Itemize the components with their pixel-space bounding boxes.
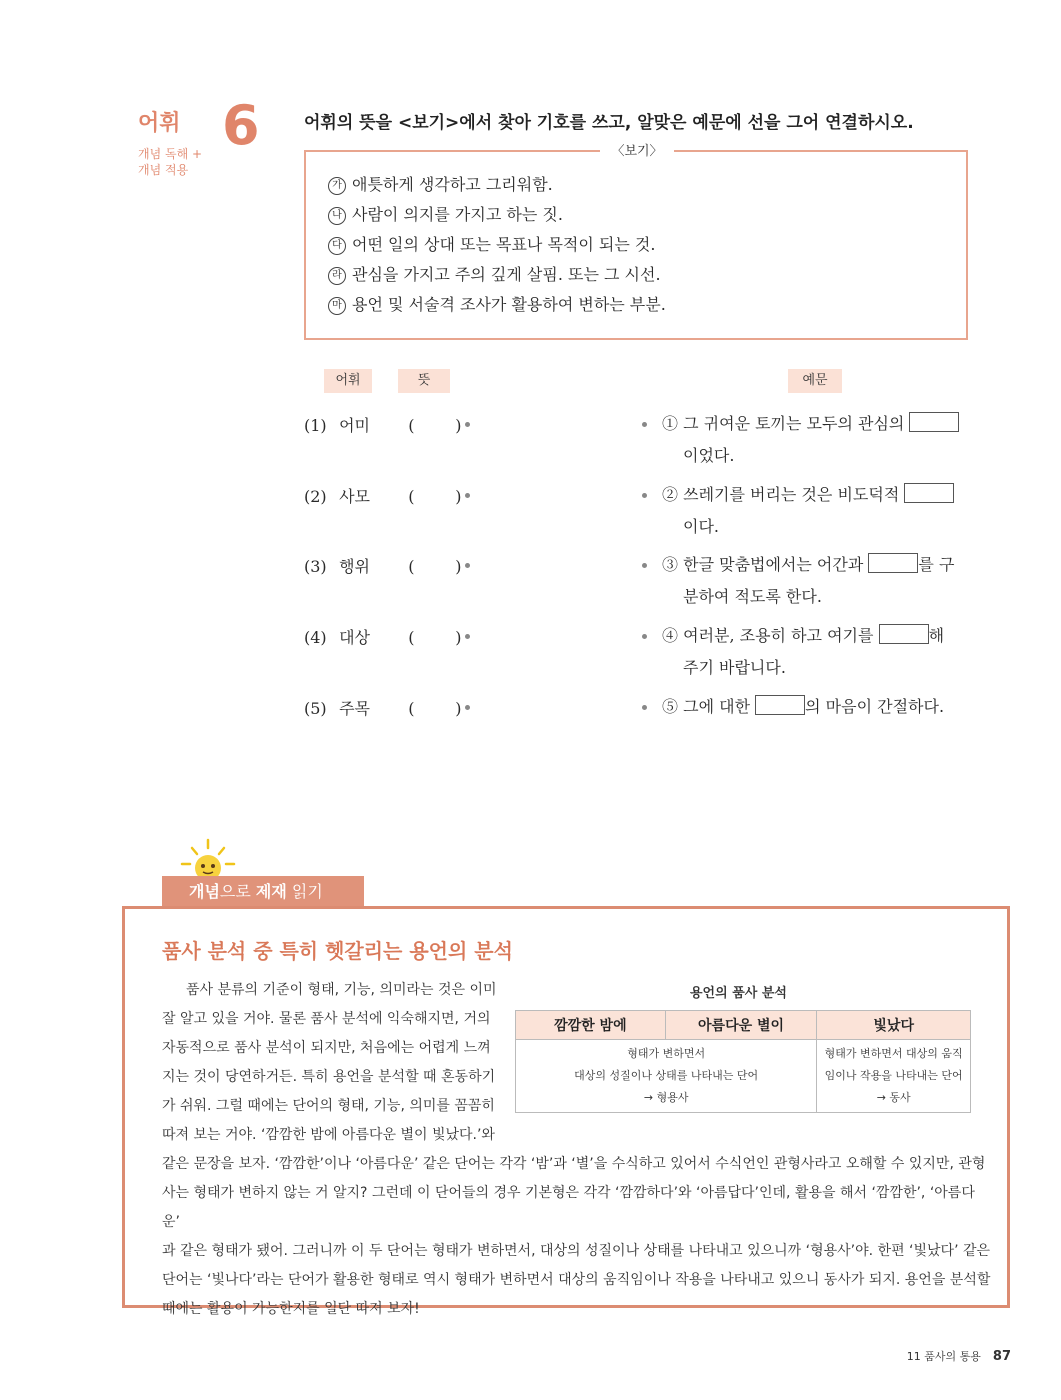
example-3 <box>662 549 982 613</box>
paren-open: ( <box>408 557 415 576</box>
row-word: 대상 <box>339 628 371 647</box>
tab-mid: 으로 <box>219 882 256 901</box>
bogi-title: 〈보기〉 <box>600 140 674 159</box>
example-number: ③ <box>662 555 679 574</box>
bogi-list <box>328 170 666 320</box>
example-line2: 분하여 적도록 한다. <box>683 587 822 606</box>
header-example: 예문 <box>788 369 842 393</box>
bogi-text: 사람이 의지를 가지고 하는 짓. <box>352 205 563 224</box>
bogi-mark: 나 <box>328 207 346 225</box>
chapter-label: 11 품사의 통용 <box>906 1350 981 1363</box>
example-line2: 이다. <box>683 517 719 536</box>
paren-open: ( <box>408 699 415 718</box>
category-sub1: 개념 독해 + <box>138 147 203 161</box>
example-line2: 이었다. <box>683 446 735 465</box>
para-line: 지는 것이 당연하거든. 특히 용언을 분석할 때 혼동하기 <box>162 1069 496 1085</box>
page-footer <box>907 1348 1011 1364</box>
table-header: 아름다운 별이 <box>665 1011 817 1040</box>
paren-close: ) <box>455 699 462 718</box>
row-number: (2) <box>304 487 327 506</box>
example-number: ② <box>662 485 679 504</box>
paren-close: ) <box>455 557 462 576</box>
header-meaning: 뜻 <box>398 369 450 393</box>
paren-close: ) <box>455 416 462 435</box>
bogi-mark: 마 <box>328 297 346 315</box>
example-1 <box>662 408 982 472</box>
concept-paragraph-top <box>162 976 502 1150</box>
para-line: 때에는 활용이 가능한지를 일단 따져 보자! <box>162 1301 420 1317</box>
question-number: 6 <box>222 94 260 157</box>
table-header: 깜깜한 밤에 <box>516 1011 666 1040</box>
category-sub2: 개념 적용 <box>138 163 189 177</box>
bogi-item <box>328 290 666 320</box>
bogi-mark: 라 <box>328 267 346 285</box>
bogi-text: 관심을 가지고 주의 깊게 살핌. 또는 그 시선. <box>352 265 661 284</box>
analysis-table <box>515 1010 971 1113</box>
tab-bold-2: 제재 <box>255 882 287 901</box>
word-row-3 <box>304 554 462 577</box>
row-number: (3) <box>304 557 327 576</box>
bogi-item <box>328 170 666 200</box>
right-connect-dot[interactable] <box>642 563 647 568</box>
example-text-before: 한글 맞춤법에서는 어간과 <box>683 555 864 574</box>
answer-blank[interactable] <box>904 483 954 503</box>
cell-line: 형태가 변하면서 <box>627 1047 706 1060</box>
category-title: 어휘 <box>138 111 181 136</box>
right-connect-dot[interactable] <box>642 634 647 639</box>
paren-open: ( <box>408 628 415 647</box>
table-title: 용언의 품사 분석 <box>690 986 787 1001</box>
para-line: 잘 알고 있을 거야. 물론 품사 분석에 익숙해지면, 거의 <box>162 1011 491 1027</box>
cell-line: 대상의 성질이나 상태를 나타내는 단어 <box>574 1069 759 1082</box>
bogi-mark: 가 <box>328 177 346 195</box>
cell-line: 임이나 작용을 나타내는 단어 <box>824 1069 963 1082</box>
bogi-text: 어떤 일의 상대 또는 목표나 목적이 되는 것. <box>352 235 656 254</box>
example-line2: 주기 바랍니다. <box>683 658 786 677</box>
paren-open: ( <box>408 416 415 435</box>
row-number: (4) <box>304 628 327 647</box>
paren-close: ) <box>455 628 462 647</box>
example-5 <box>662 691 982 723</box>
table-row <box>516 1040 971 1113</box>
word-row-2 <box>304 484 462 507</box>
table-cell-verb <box>817 1040 971 1113</box>
category-subtitle <box>138 146 202 178</box>
para-line: 사는 형태가 변하지 않는 거 알지? 그런데 이 단어들의 경우 기본형은 각각 ‘깜깜하다’와 ‘아름답다’인데, 활용을 해서 ‘깜깜한’, ‘아름다운’ <box>162 1185 975 1230</box>
row-number: (5) <box>304 699 327 718</box>
example-4 <box>662 620 982 684</box>
example-number: ⑤ <box>662 697 679 716</box>
concept-tab <box>162 876 364 908</box>
answer-blank[interactable] <box>868 553 918 573</box>
paren-open: ( <box>408 487 415 506</box>
right-connect-dot[interactable] <box>642 705 647 710</box>
left-connect-dot[interactable] <box>465 563 470 568</box>
word-row-5 <box>304 696 462 719</box>
para-line: 품사 분류의 기준이 형태, 기능, 의미라는 것은 이미 <box>186 982 497 998</box>
para-line: 같은 문장을 보자. ‘깜깜한’이나 ‘아름다운’ 같은 단어는 각각 ‘밤’과 ‘별’을 수식하고 있어서 수식언인 관형사라고 오해할 수 있지만, 관형 <box>162 1156 986 1172</box>
word-row-4 <box>304 625 462 648</box>
answer-blank[interactable] <box>909 412 959 432</box>
word-row-1 <box>304 413 462 436</box>
left-connect-dot[interactable] <box>465 493 470 498</box>
para-line: 단어는 ‘빛나다’라는 단어가 활용한 형태로 역시 형태가 변하면서 대상의 움직임이나 작용을 나타내고 있으니 동사가 되지. 용언을 분석할 <box>162 1272 991 1288</box>
row-word: 주목 <box>339 699 371 718</box>
cell-line: 형태가 변하면서 대상의 움직 <box>824 1047 963 1060</box>
example-text-before: 그에 대한 <box>683 697 751 716</box>
tab-end: 읽기 <box>286 882 323 901</box>
para-line: 가 쉬워. 그럴 때에는 단어의 형태, 기능, 의미를 꼼꼼히 <box>162 1098 495 1114</box>
example-text-before: 그 귀여운 토끼는 모두의 관심의 <box>683 414 905 433</box>
example-text-before: 여러분, 조용히 하고 여기를 <box>683 626 874 645</box>
row-word: 어미 <box>339 416 371 435</box>
bogi-mark: 다 <box>328 237 346 255</box>
answer-blank[interactable] <box>755 695 805 715</box>
bogi-item <box>328 200 666 230</box>
left-connect-dot[interactable] <box>465 705 470 710</box>
cell-line: → 동사 <box>876 1091 911 1104</box>
para-line: 자동적으로 품사 분석이 되지만, 처음에는 어렵게 느껴 <box>162 1040 491 1056</box>
table-header-row <box>516 1011 971 1040</box>
answer-blank[interactable] <box>879 624 929 644</box>
bogi-item <box>328 260 666 290</box>
cell-line: → 형용사 <box>643 1091 689 1104</box>
left-connect-dot[interactable] <box>465 422 470 427</box>
row-number: (1) <box>304 416 327 435</box>
example-text-after: 의 마음이 간절하다. <box>805 697 945 716</box>
bogi-text: 애틋하게 생각하고 그리워함. <box>352 175 553 194</box>
example-text-after: 해 <box>928 626 945 645</box>
right-connect-dot[interactable] <box>642 493 647 498</box>
bogi-text: 용언 및 서술격 조사가 활용하여 변하는 부분. <box>352 295 666 314</box>
tab-bold-1: 개념 <box>189 882 220 901</box>
example-text-after: 를 구 <box>918 555 955 574</box>
para-line: 따져 보는 거야. ‘깜깜한 밤에 아름다운 별이 빛났다.’와 <box>162 1127 495 1143</box>
example-number: ④ <box>662 626 679 645</box>
left-connect-dot[interactable] <box>465 634 470 639</box>
example-number: ① <box>662 414 679 433</box>
table-cell-adjective <box>516 1040 817 1113</box>
question-text: 어휘의 뜻을 <보기>에서 찾아 기호를 쓰고, 알맞은 예문에 선을 그어 연결하시오. <box>304 113 914 133</box>
example-text-before: 쓰레기를 버리는 것은 비도덕적 <box>683 485 900 504</box>
concept-title: 품사 분석 중 특히 헷갈리는 용언의 분석 <box>162 939 513 963</box>
page-number: 87 <box>992 1349 1011 1364</box>
table-header: 빛났다 <box>817 1011 971 1040</box>
para-line: 과 같은 형태가 됐어. 그러니까 이 두 단어는 형태가 변하면서, 대상의 성질이나 상태를 나타내고 있으니까 ‘형용사’야. 한편 ‘빛났다’ 같은 <box>162 1243 991 1259</box>
right-connect-dot[interactable] <box>642 422 647 427</box>
example-2 <box>662 479 982 543</box>
row-word: 행위 <box>339 557 371 576</box>
bogi-item <box>328 230 666 260</box>
concept-paragraph-bottom <box>162 1150 992 1324</box>
paren-close: ) <box>455 487 462 506</box>
header-word: 어휘 <box>324 369 372 393</box>
row-word: 사모 <box>339 487 371 506</box>
